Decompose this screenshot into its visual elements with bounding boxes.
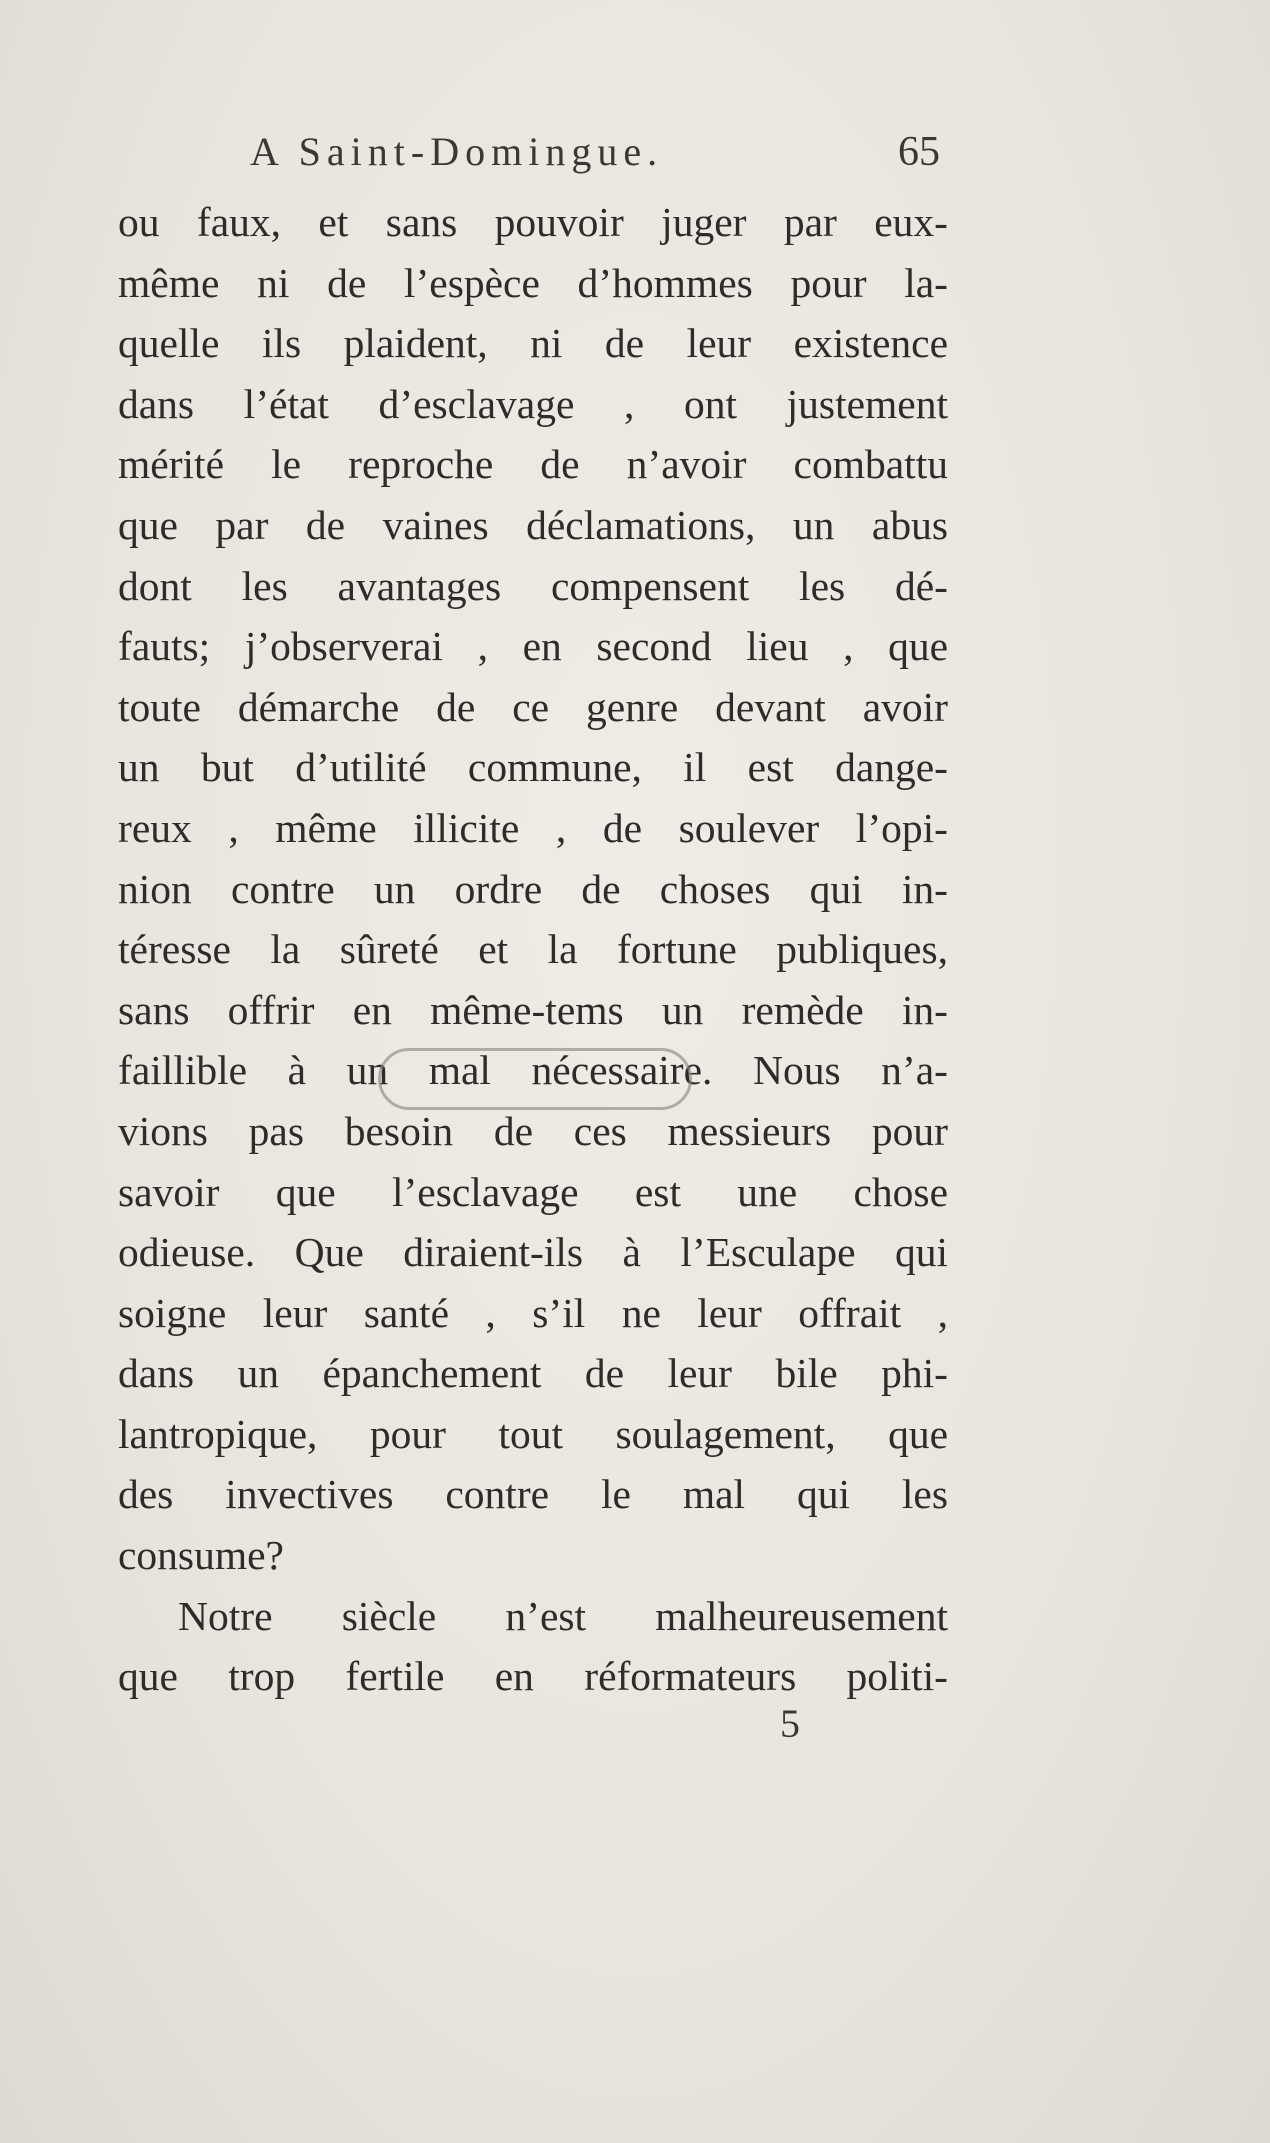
text-line: dans l’état d’esclavage , ont justement [118,380,948,427]
text-line: mérité le reproche de n’avoir combattu [118,441,948,488]
signature-mark: 5 [780,1701,800,1746]
text-line: faillible à un mal nécessaire. Nous n’a- [118,1047,948,1094]
text-line: soigne leur santé , s’il ne leur offrait , [118,1289,948,1336]
page-number: 65 [898,129,940,175]
text-line: savoir que l’esclavage est une chose [118,1168,948,1215]
text-line: des invectives contre le mal qui les [118,1471,948,1518]
text-line: toute démarche de ce genre devant avoir [118,683,948,730]
text-line: quelle ils plaident, ni de leur existence [118,320,948,367]
text-line: nion contre un ordre de choses qui in- [118,865,948,912]
text-line: même ni de l’espèce d’hommes pour la- [118,259,948,306]
text-line: sans offrir en même-tems un remède in- [118,986,948,1033]
text-line: un but d’utilité commune, il est dange- [118,744,948,791]
text-line: fauts; j’observerai , en second lieu , que [118,623,948,670]
text-line: dans un épanchement de leur bile phi- [118,1350,948,1397]
text-line: téresse la sûreté et la fortune publiques, [118,926,948,973]
text-line: odieuse. Que diraient-ils à l’Esculape qui [118,1229,948,1276]
page-header [250,128,940,188]
text-line: Notre siècle n’est malheureusement [178,1592,948,1639]
text-line: que trop fertile en réformateurs politi- [118,1653,948,1700]
handwritten-circle-mark [378,1048,692,1110]
text-line: ou faux, et sans pouvoir juger par eux- [118,199,948,245]
text-line: reux , même illicite , de soulever l’opi- [118,804,948,851]
body-text [118,192,948,1707]
text-line: vions pas besoin de ces messieurs pour [118,1107,948,1154]
text-line: consume? [118,1532,284,1579]
text-line: lantropique, pour tout soulagement, que [118,1410,948,1457]
text-line: que par de vaines déclamations, un abus [118,501,948,548]
text-line: dont les avantages compensent les dé- [118,562,948,609]
running-title: A Saint-Domingue. [250,129,664,174]
